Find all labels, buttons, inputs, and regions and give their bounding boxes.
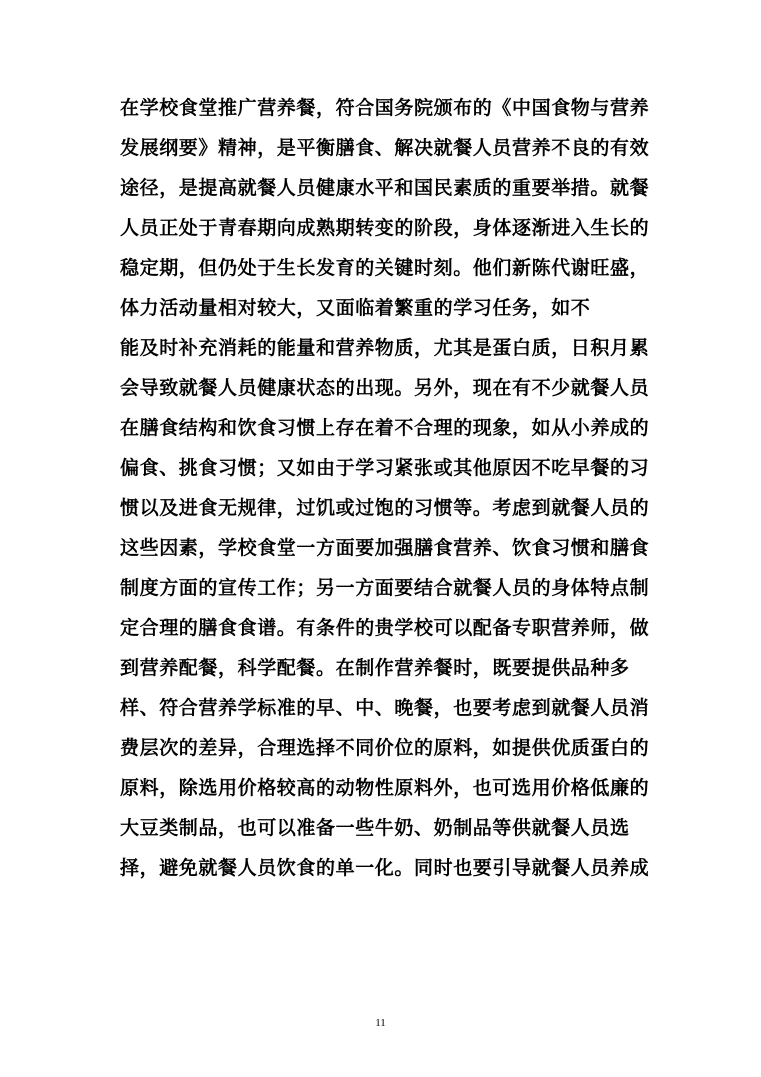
text-line: 稳定期，但仍处于生长发育的关键时刻。他们新陈代谢旺盛，	[120, 257, 650, 279]
text-line: 惯以及进食无规律，过饥或过饱的习惯等。考虑到就餐人员的	[120, 497, 650, 519]
text-line: 偏食、挑食习惯；又如由于学习紧张或其他原因不吃早餐的习	[120, 457, 650, 479]
text-line: 原料，除选用价格较高的动物性原料外，也可选用价格低廉的	[120, 777, 650, 799]
text-line: 在膳食结构和饮食习惯上存在着不合理的现象，如从小养成的	[120, 417, 650, 439]
text-line: 在学校食堂推广营养餐，符合国务院颁布的《中国食物与营养	[120, 97, 650, 119]
text-line: 样、符合营养学标准的早、中、晚餐，也要考虑到就餐人员消	[120, 697, 650, 719]
text-line: 费层次的差异，合理选择不同价位的原料，如提供优质蛋白的	[120, 737, 650, 759]
body-paragraph	[120, 88, 650, 888]
text-line: 体力活动量相对较大，又面临着繁重的学习任务，如不	[120, 297, 591, 319]
page-number: 11	[375, 1017, 386, 1029]
text-line: 定合理的膳食食谱。有条件的贵学校可以配备专职营养师，做	[120, 617, 650, 639]
text-line: 途径，是提高就餐人员健康水平和国民素质的重要举措。就餐	[120, 177, 650, 199]
text-line: 到营养配餐，科学配餐。在制作营养餐时，既要提供品种多	[120, 657, 630, 679]
text-line: 择，避免就餐人员饮食的单一化。同时也要引导就餐人员养成	[120, 857, 650, 879]
text-line: 大豆类制品，也可以准备一些牛奶、奶制品等供就餐人员选	[120, 817, 630, 839]
text-line: 制度方面的宣传工作；另一方面要结合就餐人员的身体特点制	[120, 577, 650, 599]
text-line: 这些因素，学校食堂一方面要加强膳食营养、饮食习惯和膳食	[120, 537, 650, 559]
text-line: 会导致就餐人员健康状态的出现。另外，现在有不少就餐人员	[120, 377, 650, 399]
text-line: 能及时补充消耗的能量和营养物质，尤其是蛋白质，日积月累	[120, 337, 650, 359]
text-line: 人员正处于青春期向成熟期转变的阶段，身体逐渐进入生长的	[120, 217, 650, 239]
text-line: 发展纲要》精神，是平衡膳食、解决就餐人员营养不良的有效	[120, 137, 650, 159]
